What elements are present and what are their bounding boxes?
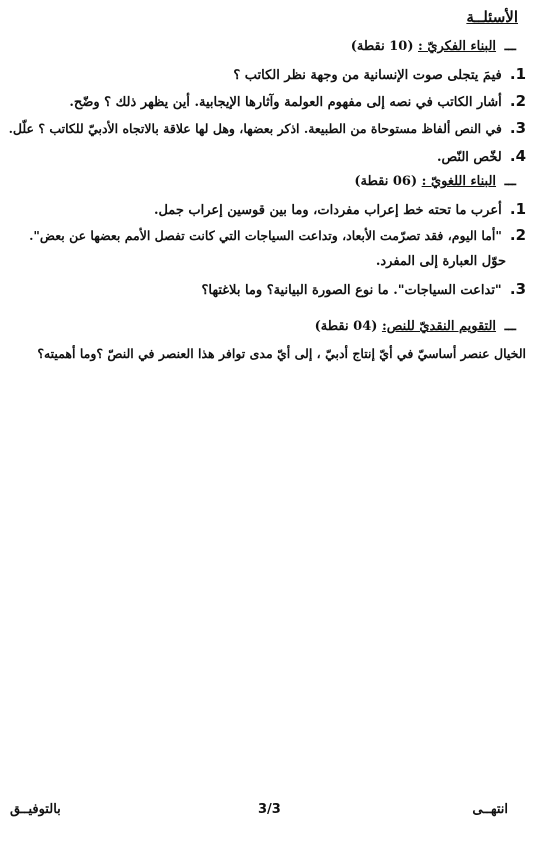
question-item (233, 65, 526, 85)
section-dash-icon: ـــ (504, 319, 516, 334)
section-label: البناء الفكريّ : (418, 39, 497, 54)
question-item (437, 147, 526, 167)
question-item (201, 280, 526, 300)
question-item (69, 92, 526, 112)
question-text: أشار الكاتب في نصه إلى مفهوم العولمة وآثارها الإيجابية. أين يظهر ذلك ؟ وضّح. (69, 95, 502, 110)
section-points: (04 نقطة) (314, 319, 378, 334)
page-number: 3/3 (258, 802, 281, 817)
question-text: أعرب ما تحته خط إعراب مفردات، وما بين قوسين إعراب جمل. (153, 203, 502, 218)
section-critical-heading (315, 318, 516, 336)
question-text: "أما اليوم، فقد تصرّمت الأبعاد، وتداعت السياجات التي كانت تفصل الأمم بعضها عن بعض". (29, 228, 502, 243)
question-text: في النص ألفاظ مستوحاة من الطبيعة. اذكر بعضها، وهل لها علاقة بالاتجاه الأدبيّ للكاتب ؟ علّل. (8, 121, 502, 136)
footer-end: انتهــى (472, 802, 508, 817)
question-text: الخيال عنصر أساسيّ في أيّ إنتاج أدبيّ ، إلى أيّ مدى توافر هذا العنصر في النصّ ؟وما أهميته؟ (37, 346, 526, 361)
question-number: 1. (509, 65, 526, 83)
section-intellectual-heading (351, 38, 516, 56)
question-text: "تداعت السياجات". ما نوع الصورة البيانية؟ وما بلاغتها؟ (201, 283, 502, 298)
question-number: 2. (509, 226, 526, 244)
section-dash-icon: ـــ (504, 174, 516, 189)
footer-good-luck: بالتوفيــق (10, 802, 61, 817)
question-number: 3. (509, 280, 526, 298)
section-linguistic-heading (354, 173, 516, 191)
critical-question-text (37, 345, 526, 363)
question-number: 1. (509, 200, 526, 218)
question-subitem (376, 253, 506, 271)
page-title: الأسئلــة (466, 8, 518, 26)
question-number: 4. (509, 147, 526, 165)
section-points: (10 نقطة) (350, 39, 414, 54)
section-label: البناء اللغويّ : (421, 174, 497, 189)
section-points: (06 نقطة) (354, 174, 418, 189)
question-text: فيمَ يتجلى صوت الإنسانية من وجهة نظر الكاتب ؟ (233, 68, 502, 83)
question-text: حوّل العبارة إلى المفرد. (375, 254, 506, 269)
question-text: لخّص النّص. (436, 150, 502, 165)
question-number: 2. (509, 92, 526, 110)
question-number: 3. (509, 119, 526, 137)
question-item (29, 226, 526, 245)
question-item (9, 119, 526, 138)
section-dash-icon: ـــ (504, 39, 516, 54)
section-label: التقويم النقديّ للنص: (381, 319, 497, 334)
question-item (154, 200, 526, 220)
